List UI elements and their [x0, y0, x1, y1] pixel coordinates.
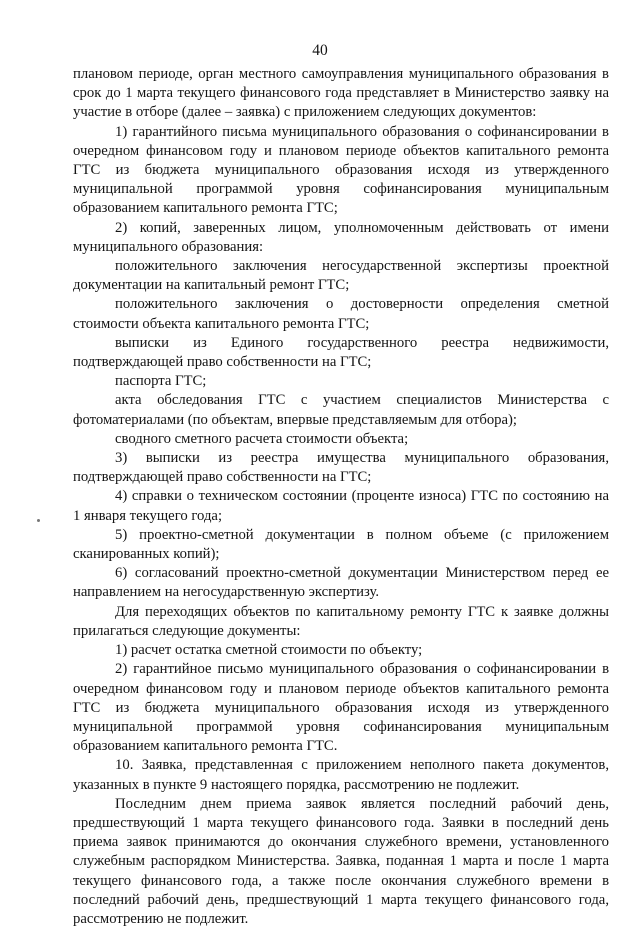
paragraph: 3) выписки из реестра имущества муниципального образования, подтверждающей право собственности на ГТС;: [73, 450, 609, 486]
paragraph: 2) копий, заверенных лицом, уполномоченным действовать от имени муниципального образования:: [73, 219, 609, 255]
paragraph: Для переходящих объектов по капитальному ремонту ГТС к заявке должны прилагаться следующие документы:: [73, 603, 609, 639]
paragraph: акта обследования ГТС с участием специалистов Министерства с фотоматериалами (по объектам, впервые представляемым для отбора);: [73, 392, 609, 428]
paragraph: Последним днем приема заявок является последний рабочий день, предшествующий 1 марта текущего финансового года. Заявки в последний день приема заявок принимаются до окончания служебного времени, установленного служебным распорядком Министерства. Заявка, поданная 1 марта и после 1 марта текущего финансового года, а также после окончания служебного времени в последний рабочий день, предшествующий 1 марта текущего финансового года, рассмотрению не подлежит.: [73, 795, 609, 927]
document-body: [73, 65, 609, 929]
paragraph: 4) справки о техническом состоянии (проценте износа) ГТС по состоянию на 1 января текущего года;: [73, 488, 609, 524]
paragraph: положительного заключения о достоверности определения сметной стоимости объекта капитального ремонта ГТС;: [73, 296, 609, 332]
scan-artifact-dot: [37, 519, 40, 522]
paragraph: сводного сметного расчета стоимости объекта;: [115, 430, 409, 447]
paragraph: 2) гарантийное письмо муниципального образования о софинансировании в очередном финансовом году и плановом периоде объектов капитального ремонта ГТС из бюджета муниципального образования исходя из утвержденного муниципальной программой уровня софинансирования муниципальным образованием капитального ремонта ГТС.: [73, 661, 609, 755]
paragraph: 5) проектно-сметной документации в полном объеме (с приложением сканированных копий);: [73, 526, 609, 563]
paragraph: 1) расчет остатка сметной стоимости по объекту;: [115, 642, 423, 659]
paragraph: 6) согласований проектно-сметной документации Министерством перед ее направлением на негосударственную экспертизу.: [73, 565, 609, 601]
paragraph: 1) гарантийного письма муниципального образования о софинансировании в очередном финансовом году и плановом периоде объектов капитального ремонта ГТС из бюджета муниципального образования исходя из утвержденного муниципальной программой уровня софинансирования муниципальным образованием капитального ремонта ГТС;: [73, 123, 609, 217]
paragraph: положительного заключения негосударственной экспертизы проектной документации на капитальный ремонт ГТС;: [73, 258, 609, 294]
paragraph: плановом периоде, орган местного самоуправления муниципального образования в срок до 1 марта текущего финансового года представляет в Министерство заявку на участие в отборе (далее – заявка) с приложением следующих документов:: [73, 66, 609, 121]
page-number: 40: [312, 42, 328, 59]
paragraph: выписки из Единого государственного реестра недвижимости, подтверждающей право собственности на ГТС;: [73, 334, 609, 371]
paragraph: паспорта ГТС;: [115, 373, 207, 390]
paragraph: 10. Заявка, представленная с приложением неполного пакета документов, указанных в пункте 9 настоящего порядка, рассмотрению не подлежит.: [73, 757, 609, 793]
